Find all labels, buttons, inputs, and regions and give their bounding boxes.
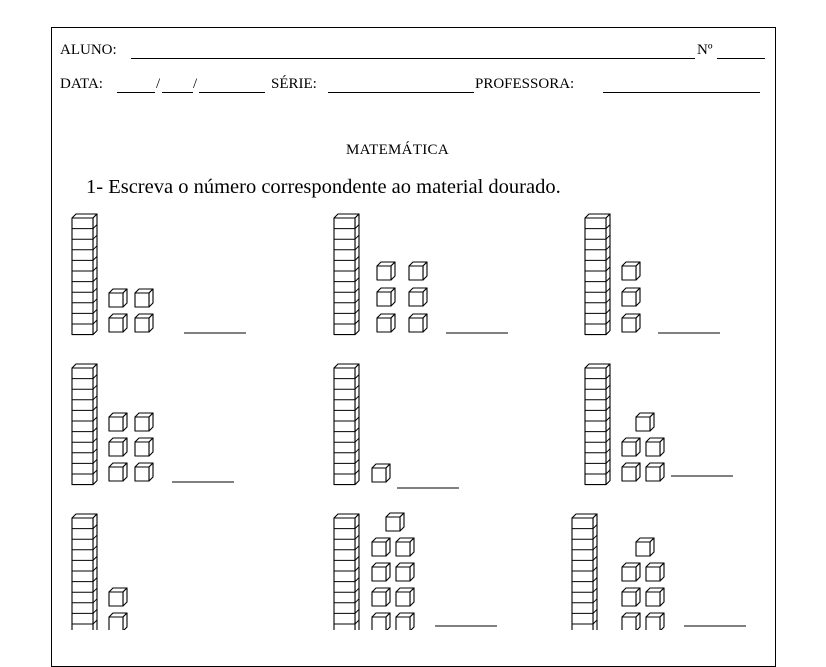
exercise-8 [334, 513, 497, 630]
serie-label: SÉRIE: [271, 76, 317, 92]
data-slash: / [193, 76, 198, 92]
exercise-5 [334, 364, 459, 488]
exercise-9 [572, 514, 746, 630]
question-1: 1- Escreva o número correspondente ao material dourado. [86, 176, 561, 198]
aluno-label: ALUNO: [60, 42, 117, 58]
exercise-1 [72, 214, 246, 335]
exercise-3 [585, 214, 720, 335]
data-slash: / [156, 76, 161, 92]
exercise-7 [72, 514, 127, 630]
exercise-4 [72, 364, 234, 485]
exercise-2 [334, 214, 508, 335]
exercise-6 [585, 364, 733, 485]
subject-title: MATEMÁTICA [346, 142, 449, 158]
data-label: DATA: [60, 76, 103, 92]
numero-label: Nº [697, 42, 713, 58]
professora-label: PROFESSORA: [475, 76, 575, 92]
